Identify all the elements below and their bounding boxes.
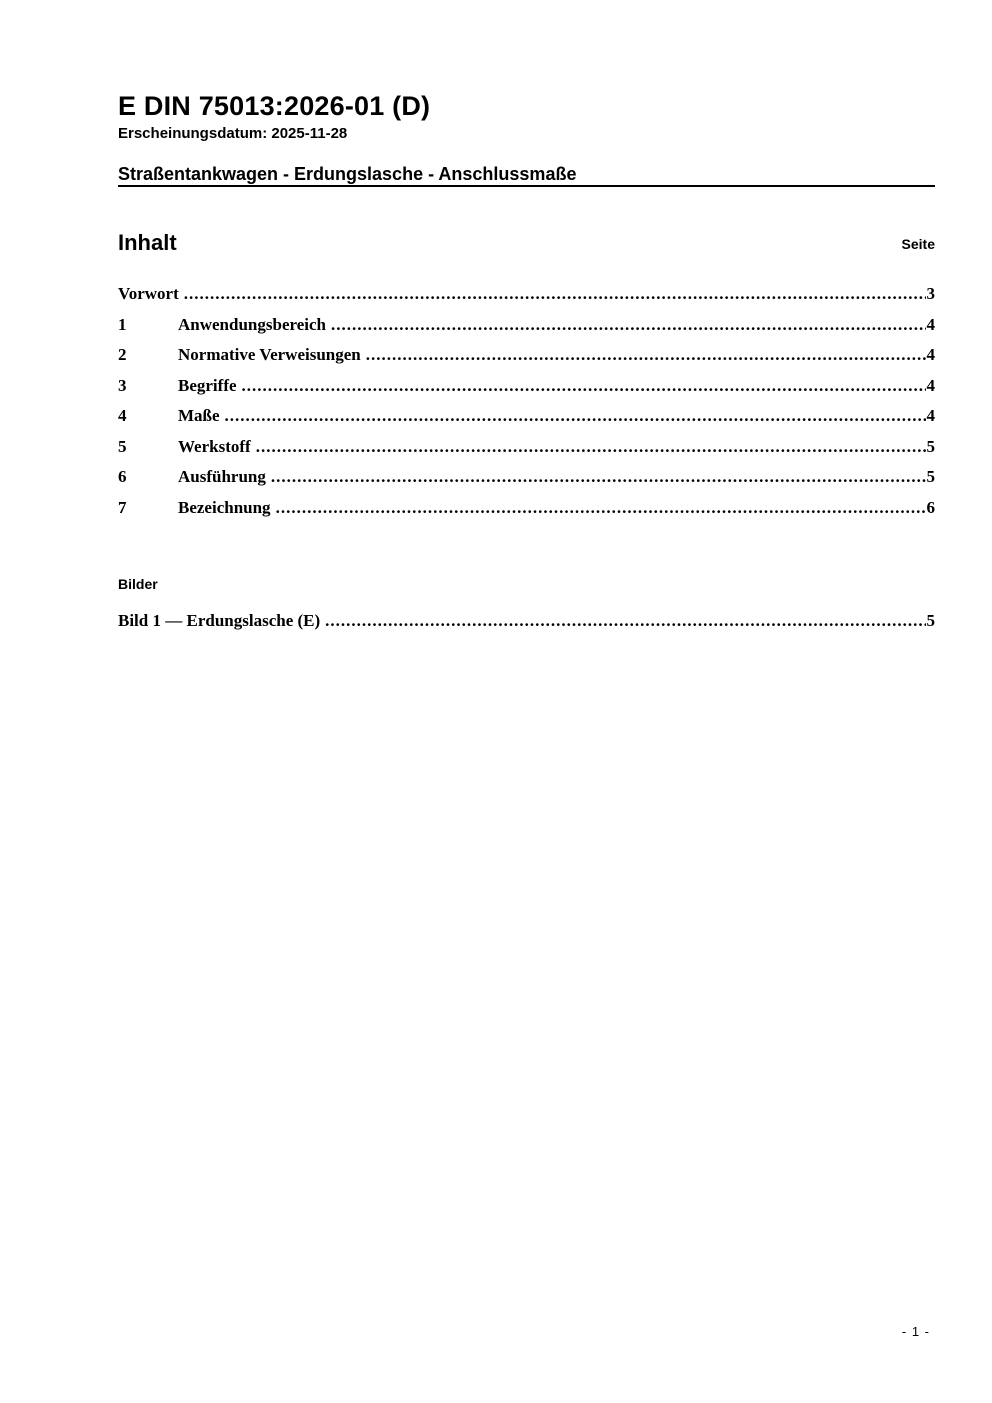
toc-entry-normative-verweisungen <box>118 340 935 371</box>
toc-entry-begriffe <box>118 371 935 402</box>
dot-leader <box>325 606 925 637</box>
toc-entry-werkstoff <box>118 432 935 463</box>
toc-entry-number: 7 <box>118 497 127 517</box>
dot-leader <box>256 432 926 463</box>
toc-entry-label: Vorwort <box>118 284 179 304</box>
document-page <box>118 0 935 637</box>
toc-entry-page: 6 <box>926 497 935 517</box>
toc-entry-page: 4 <box>926 314 935 334</box>
figure-entry-page: 5 <box>926 611 935 631</box>
toc-entry-number: 6 <box>118 467 127 487</box>
toc-entry-masse <box>118 401 935 432</box>
document-subject-title: Straßentankwagen - Erdungslasche - Anschlussmaße <box>118 165 935 187</box>
toc-entry-anwendungsbereich <box>118 310 935 341</box>
toc-entry-bezeichnung <box>118 493 935 524</box>
toc-entry-label: Bezeichnung <box>178 497 271 517</box>
dot-leader <box>242 371 926 402</box>
toc-entry-label: Ausführung <box>178 467 266 487</box>
dot-leader <box>184 279 926 310</box>
toc-entry-page: 4 <box>926 345 935 365</box>
page-column-label: Seite <box>901 236 935 253</box>
toc-entry-label: Normative Verweisungen <box>178 345 361 365</box>
dot-leader <box>225 401 926 432</box>
toc-heading: Inhalt <box>118 230 177 256</box>
toc-entry-page: 4 <box>926 406 935 426</box>
publication-date-line: Erscheinungsdatum: 2025-11-28 <box>118 125 348 143</box>
toc-entry-page: 5 <box>926 436 935 456</box>
toc-list <box>118 279 935 523</box>
toc-entry-vorwort <box>118 279 935 310</box>
document-title: E DIN 75013:2026-01 (D) <box>118 91 431 121</box>
toc-header <box>118 232 935 254</box>
toc-entry-label: Begriffe <box>178 375 237 395</box>
toc-entry-number: 3 <box>118 375 127 395</box>
figure-entry-label: Bild 1 — Erdungslasche (E) <box>118 611 321 631</box>
figures-heading: Bilder <box>118 576 158 593</box>
dot-leader <box>276 493 926 524</box>
toc-entry-page: 4 <box>926 375 935 395</box>
toc-entry-ausfuehrung <box>118 462 935 493</box>
dot-leader <box>271 462 926 493</box>
toc-entry-number: 2 <box>118 345 127 365</box>
figure-list <box>118 606 935 637</box>
toc-entry-label: Anwendungsbereich <box>178 314 326 334</box>
toc-entry-label: Maße <box>178 406 220 426</box>
toc-entry-label: Werkstoff <box>178 436 251 456</box>
toc-entry-page: 5 <box>926 467 935 487</box>
toc-entry-number: 1 <box>118 314 127 334</box>
toc-entry-page: 3 <box>926 284 935 304</box>
page-number: - 1 - <box>901 1324 930 1339</box>
toc-entry-number: 5 <box>118 436 127 456</box>
dot-leader <box>366 340 926 371</box>
dot-leader <box>331 310 926 341</box>
toc-entry-number: 4 <box>118 406 127 426</box>
figure-entry-bild-1 <box>118 606 935 637</box>
